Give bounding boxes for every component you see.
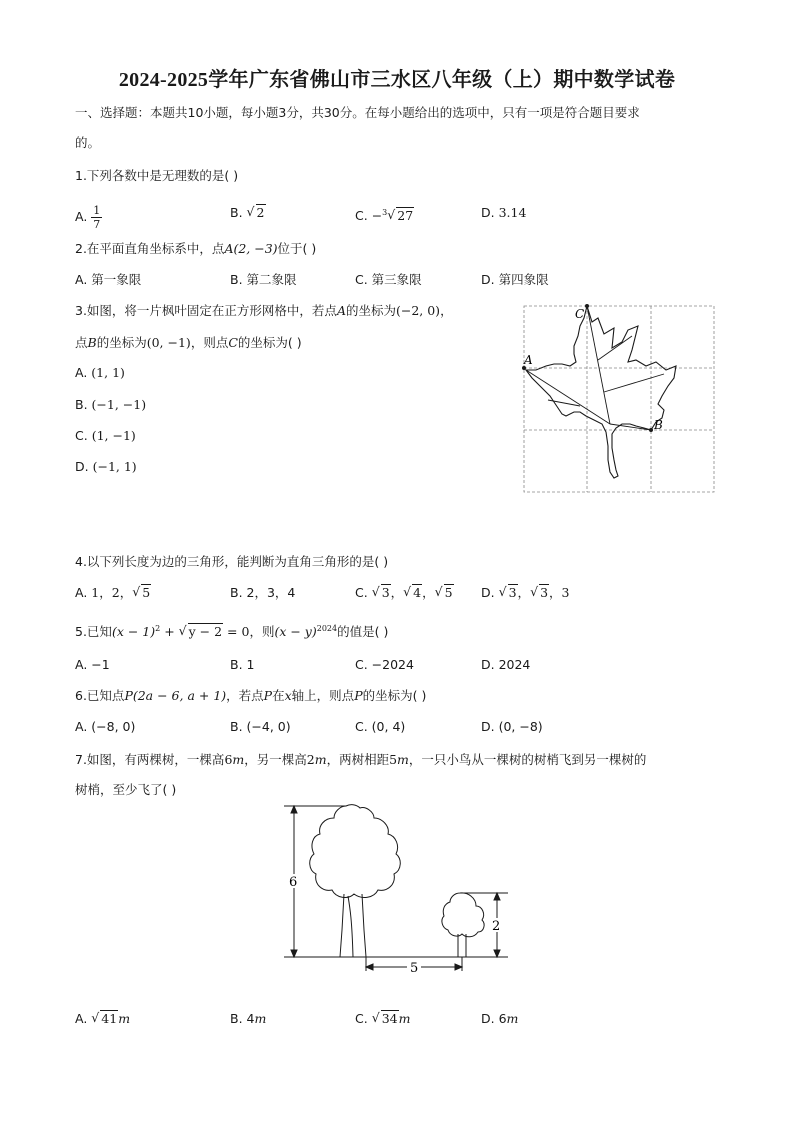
- q6-option-b[interactable]: B. (−4, 0): [230, 719, 291, 734]
- question-7-stem-line1: 7.如图，有两棵树，一棵高6m，另一棵高2m，两树相距5m，一只小鸟从一棵树的树梢飞到另一棵树的: [75, 752, 647, 767]
- maple-leaf-figure: [518, 300, 720, 498]
- label-b: B: [654, 418, 663, 432]
- q6-option-a[interactable]: A. (−8, 0): [75, 719, 136, 734]
- q3-option-a[interactable]: A. (1, 1): [75, 365, 125, 380]
- q4-option-a[interactable]: A. 1，2，√ 5: [75, 584, 151, 602]
- point-c: [585, 304, 589, 308]
- question-2-stem: 2.在平面直角坐标系中，点A(2, −3)位于( ): [75, 241, 317, 256]
- label-height-2: 2: [492, 919, 501, 934]
- short-tree-crown: [442, 893, 484, 937]
- trees-figure: [282, 800, 510, 978]
- q3-option-c[interactable]: C. (1, −1): [75, 428, 136, 443]
- label-height-6: 6: [289, 875, 298, 890]
- q6-option-d[interactable]: D. (0, −8): [481, 719, 543, 734]
- q5-option-c[interactable]: C. −2024: [355, 657, 414, 672]
- q1-option-b[interactable]: B. √ 2: [230, 204, 266, 222]
- tall-tree-crown: [310, 805, 401, 898]
- q7-option-b[interactable]: B. 4m: [230, 1011, 267, 1026]
- question-1-stem: 1.下列各数中是无理数的是( ): [75, 168, 239, 183]
- question-4-stem: 4.以下列长度为边的三角形，能判断为直角三角形的是( ): [75, 554, 389, 569]
- question-7-stem-line2: 树梢，至少飞了( ): [75, 782, 177, 797]
- q4-option-c[interactable]: C. √ 3，√ 4，√ 5: [355, 584, 454, 602]
- label-c: C: [575, 307, 585, 321]
- q4-option-b[interactable]: B. 2，3，4: [230, 585, 296, 600]
- label-distance-5: 5: [410, 961, 419, 976]
- page-title: 2024-2025学年广东省佛山市三水区八年级（上）期中数学试卷: [118, 69, 676, 91]
- q5-option-a[interactable]: A. −1: [75, 657, 110, 672]
- fraction: $\frac{1}{7}$: [93, 204, 101, 231]
- point-b: [649, 428, 653, 432]
- q5-option-d[interactable]: D. 2024: [481, 657, 531, 672]
- section-heading-cont: 的。: [75, 135, 101, 150]
- label-a: A: [524, 353, 533, 367]
- q2-option-d[interactable]: D. 第四象限: [481, 272, 549, 287]
- q2-option-b[interactable]: B. 第二象限: [230, 272, 297, 287]
- q7-option-d[interactable]: D. 6m: [481, 1011, 519, 1026]
- maple-leaf-outline: [526, 306, 676, 478]
- question-5-stem: 5.已知$(x - 1)^2$ + √ y − 2 = 0，则$(x - y)^{2024}$的值是( ): [75, 620, 388, 641]
- cube-root: √ 27: [387, 207, 414, 225]
- q6-option-c[interactable]: C. (0, 4): [355, 719, 406, 734]
- short-tree-trunk: [458, 934, 466, 957]
- q2-option-a[interactable]: A. 第一象限: [75, 272, 142, 287]
- q1-option-d[interactable]: D. 3.14: [481, 205, 527, 220]
- q1-option-c[interactable]: C. −$^3$√ 27: [355, 204, 414, 225]
- question-3-stem-line1: 3.如图，将一片枫叶固定在正方形网格中，若点A的坐标为(−2, 0)，: [75, 303, 453, 318]
- q4-option-d[interactable]: D. √ 3，√ 3，3: [481, 584, 569, 602]
- q7-option-a[interactable]: A. √ 41m: [75, 1010, 130, 1028]
- q2-option-c[interactable]: C. 第三象限: [355, 272, 422, 287]
- section-heading: 一、选择题：本题共10小题，每小题3分，共30分。在每小题给出的选项中，只有一项是符合题目要求: [75, 105, 640, 120]
- q5-option-b[interactable]: B. 1: [230, 657, 255, 672]
- q3-option-b[interactable]: B. (−1, −1): [75, 397, 147, 412]
- q3-option-d[interactable]: D. (−1, 1): [75, 459, 137, 474]
- q1-option-a[interactable]: A. $\frac{1}{7}$: [75, 204, 101, 231]
- question-3-stem-line2: 点B的坐标为(0, −1)，则点C的坐标为( ): [75, 335, 302, 350]
- question-6-stem: 6.已知点P(2a − 6, a + 1)，若点P在x轴上，则点P的坐标为( ): [75, 688, 427, 703]
- q7-option-c[interactable]: C. √ 34m: [355, 1010, 410, 1028]
- sqrt: √ 2: [247, 204, 266, 222]
